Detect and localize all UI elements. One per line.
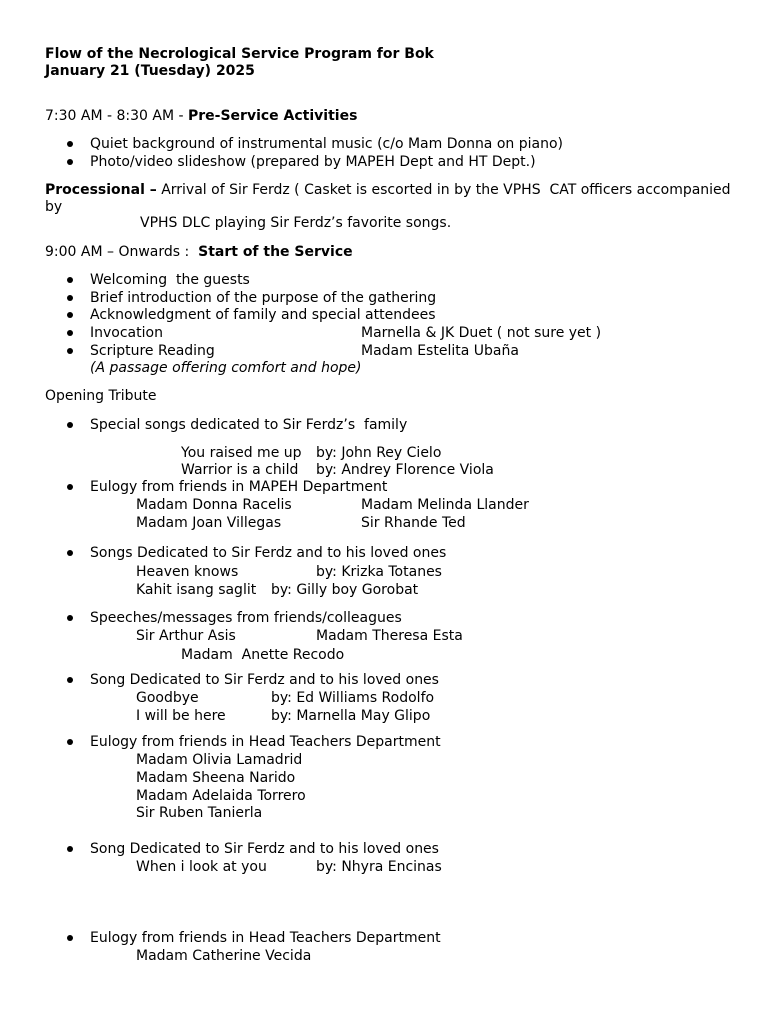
service-item: Welcoming the guests: [90, 272, 250, 288]
speaker-name: Sir Arthur Asis: [136, 628, 236, 644]
scripture-note: (A passage offering comfort and hope): [90, 360, 362, 376]
invocation-by: Marnella & JK Duet ( not sure yet ): [361, 325, 602, 341]
service-start-heading-line: [45, 243, 353, 261]
bullet-icon: [67, 159, 73, 165]
processional-label: Processional –: [45, 182, 157, 198]
bullet-icon: [67, 330, 73, 336]
song-by: by: Gilly boy Gorobat: [271, 582, 419, 598]
pre-service-time: 7:30 AM - 8:30 AM -: [45, 108, 188, 124]
pre-service-heading-line: [45, 107, 357, 125]
service-item-invocation: Invocation: [90, 325, 163, 341]
eulogy-mapeh-name: Sir Rhande Ted: [361, 515, 466, 531]
bullet-icon: [67, 141, 73, 147]
eulogy-mapeh-name: Madam Joan Villegas: [136, 515, 282, 531]
song-by: by: Marnella May Glipo: [271, 708, 431, 724]
eulogy-mapeh-name: Madam Melinda Llander: [361, 497, 529, 513]
scripture-by: Madam Estelita Ubaña: [361, 343, 519, 359]
bullet-icon: [67, 846, 73, 852]
special-song-by: by: John Rey Cielo: [316, 445, 442, 461]
speaker-name: Madam Theresa Esta: [316, 628, 463, 644]
song-by: by: Nhyra Encinas: [316, 859, 442, 875]
document-date: January 21 (Tuesday) 2025: [45, 63, 255, 79]
bullet-icon: [67, 312, 73, 318]
processional-line: [45, 181, 731, 199]
document-title: Flow of the Necrological Service Program for Bok: [45, 46, 434, 62]
service-start-time: 9:00 AM – Onwards :: [45, 244, 199, 260]
bullet-icon: [67, 484, 73, 490]
processional-text-cont: VPHS DLC playing Sir Ferdz’s favorite songs.: [140, 215, 452, 231]
bullet-icon: [67, 295, 73, 301]
bullet-icon: [67, 677, 73, 683]
eulogy-mapeh-title: Eulogy from friends in MAPEH Department: [90, 479, 388, 495]
special-song-name: You raised me up: [181, 445, 302, 461]
song-loved-ones-title: Song Dedicated to Sir Ferdz and to his loved ones: [90, 841, 439, 857]
pre-service-item: Quiet background of instrumental music (c/o Mam Donna on piano): [90, 136, 563, 152]
special-song-by: by: Andrey Florence Viola: [316, 462, 494, 478]
speaker-name: Madam Anette Recodo: [181, 647, 345, 663]
song-name: Goodbye: [136, 690, 199, 706]
special-songs-title: Special songs dedicated to Sir Ferdz’s family: [90, 417, 408, 433]
eulogy-ht-name: Madam Catherine Vecida: [136, 948, 312, 964]
eulogy-ht-title: Eulogy from friends in Head Teachers Department: [90, 930, 441, 946]
special-song-name: Warrior is a child: [181, 462, 299, 478]
processional-text-wrap: by: [45, 199, 63, 215]
opening-tribute-label: Opening Tribute: [45, 388, 157, 404]
processional-text: Arrival of Sir Ferdz ( Casket is escorted in by the VPHS CAT officers accompanied: [156, 182, 731, 198]
song-name: Kahit isang saglit: [136, 582, 257, 598]
eulogy-ht-name: Sir Ruben Tanierla: [136, 805, 263, 821]
eulogy-ht-name: Madam Adelaida Torrero: [136, 788, 306, 804]
bullet-icon: [67, 739, 73, 745]
songs-loved-ones-title: Songs Dedicated to Sir Ferdz and to his loved ones: [90, 545, 447, 561]
song-name: I will be here: [136, 708, 226, 724]
speeches-title: Speeches/messages from friends/colleagues: [90, 610, 402, 626]
eulogy-ht-name: Madam Sheena Narido: [136, 770, 296, 786]
bullet-icon: [67, 277, 73, 283]
pre-service-heading: Pre-Service Activities: [188, 108, 358, 124]
bullet-icon: [67, 422, 73, 428]
song-by: by: Ed Williams Rodolfo: [271, 690, 435, 706]
service-item: Acknowledgment of family and special attendees: [90, 307, 436, 323]
bullet-icon: [67, 550, 73, 556]
song-name: Heaven knows: [136, 564, 239, 580]
pre-service-item: Photo/video slideshow (prepared by MAPEH Dept and HT Dept.): [90, 154, 536, 170]
service-start-heading: Start of the Service: [198, 244, 353, 260]
bullet-icon: [67, 935, 73, 941]
bullet-icon: [67, 615, 73, 621]
song-name: When i look at you: [136, 859, 267, 875]
eulogy-ht-title: Eulogy from friends in Head Teachers Department: [90, 734, 441, 750]
service-item-scripture: Scripture Reading: [90, 343, 215, 359]
eulogy-ht-name: Madam Olivia Lamadrid: [136, 752, 303, 768]
service-item: Brief introduction of the purpose of the gathering: [90, 290, 437, 306]
bullet-icon: [67, 348, 73, 354]
eulogy-mapeh-name: Madam Donna Racelis: [136, 497, 292, 513]
song-loved-ones-title: Song Dedicated to Sir Ferdz and to his loved ones: [90, 672, 439, 688]
song-by: by: Krizka Totanes: [316, 564, 442, 580]
